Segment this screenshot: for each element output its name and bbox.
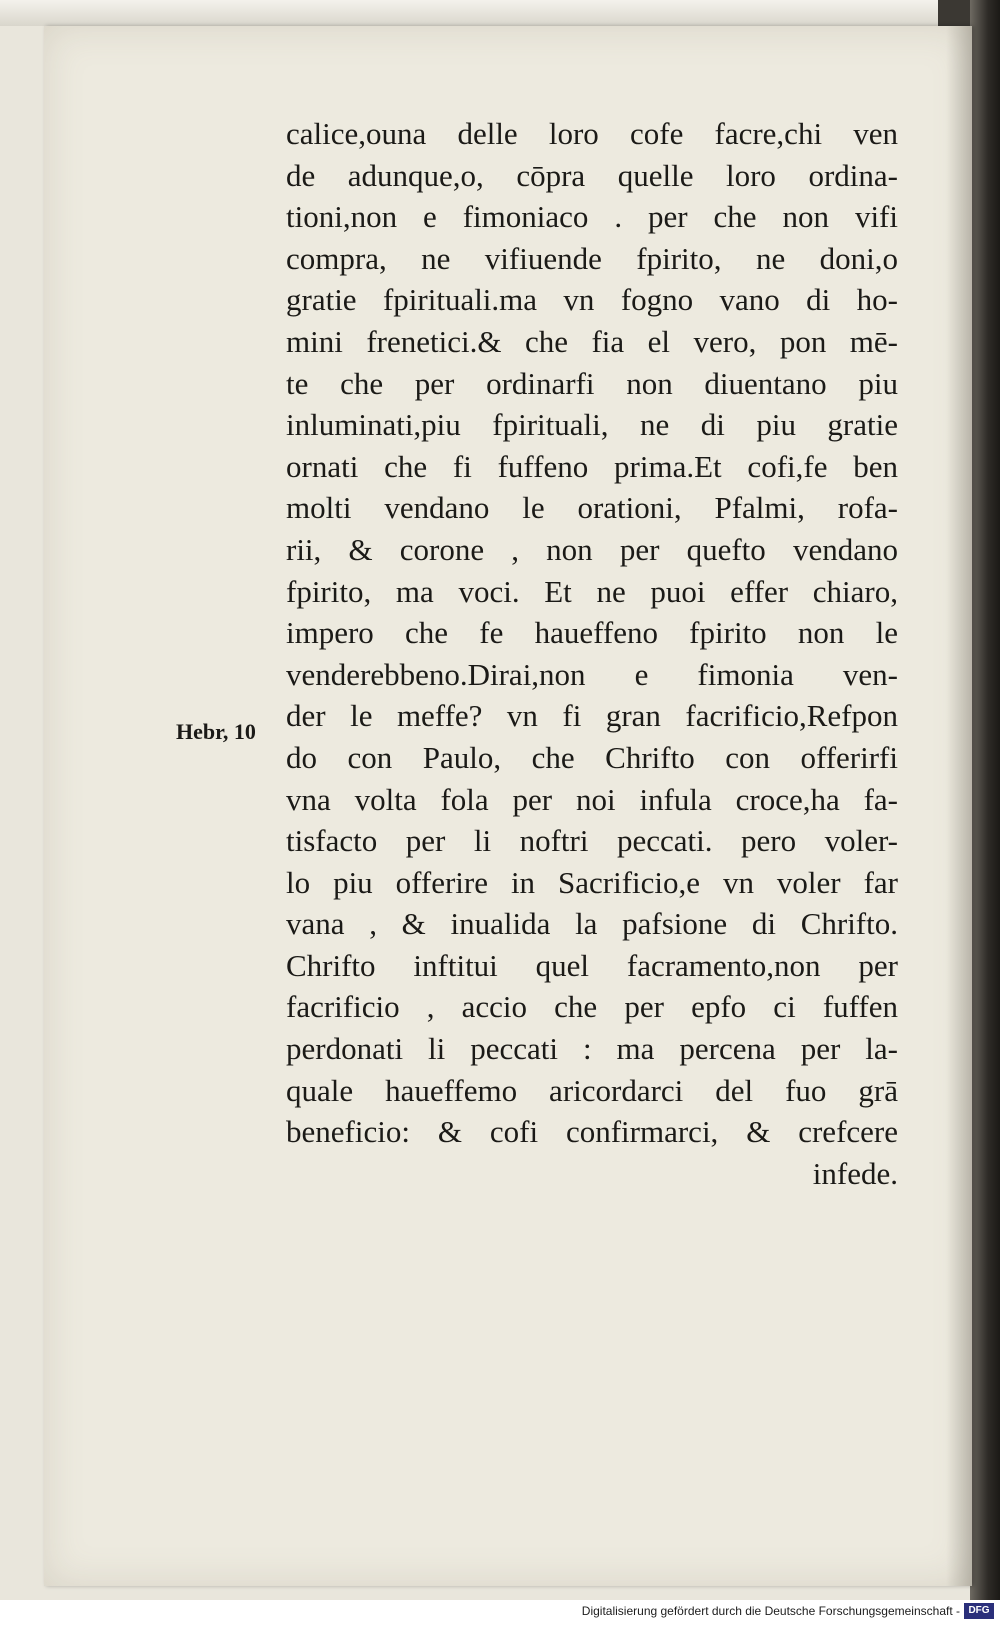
text-line: vana , & inualida la pafsione di Chrifto. xyxy=(286,906,898,942)
text-line: mini frenetici.& che fia el vero, pon mē- xyxy=(286,323,898,359)
scan-top-edge xyxy=(0,0,1000,26)
marginal-note: Hebr, 10 xyxy=(176,719,256,744)
text-line: compra, ne vifiuende fpirito, ne doni,o xyxy=(286,240,898,276)
text-line: quale haueffemo aricordarci del fuo grā xyxy=(286,1072,898,1108)
text-line: te che per ordinarfi non diuentano piu xyxy=(286,365,898,401)
text-line-last: infede. xyxy=(812,1155,898,1191)
text-line: impero che fe haueffeno fpirito non le xyxy=(286,615,898,651)
book-binding-edge xyxy=(970,0,1000,1600)
text-line: calice,ouna delle loro cofe facre,chi ven xyxy=(286,116,898,151)
text-line: venderebbeno.Dirai,non e fimonia ven- xyxy=(286,656,898,692)
text-line: molti vendano le orationi, Pfalmi, rofa- xyxy=(286,490,898,526)
text-line: ornati che fi fuffeno prima.Et cofi,fe ben xyxy=(286,448,898,484)
text-line: der le meffe? vn fi gran facrificio,Refpon xyxy=(286,698,898,734)
text-line: beneficio: & cofi confirmarci, & crefcere xyxy=(286,1114,898,1150)
dfg-logo: DFG xyxy=(964,1603,994,1619)
funding-credit: Digitalisierung gefördert durch die Deutsche Forschungsgemeinschaft - xyxy=(581,1604,960,1618)
text-line: vna volta fola per noi infula croce,ha fa- xyxy=(286,781,898,817)
text-line: inluminati,piu fpirituali, ne di piu gratie xyxy=(286,407,898,443)
text-line: Chrifto inftitui quel facramento,non per xyxy=(286,947,898,983)
body-text xyxy=(286,113,906,1194)
text-line: perdonati li peccati : ma percena per la- xyxy=(286,1031,898,1067)
text-line: gratie fpirituali.ma vn fogno vano di ho- xyxy=(286,282,898,318)
page-gutter-shadow xyxy=(946,26,972,1586)
text-line: tisfacto per li noftri peccati. pero voler- xyxy=(286,823,898,859)
text-line: rii, & corone , non per quefto vendano xyxy=(286,531,898,567)
text-line: do con Paulo, che Chrifto con offerirfi xyxy=(286,739,898,775)
text-line: fpirito, ma voci. Et ne puoi effer chiaro, xyxy=(286,573,898,609)
text-line: tioni,non e fimoniaco . per che non vifi xyxy=(286,199,898,235)
text-line: de adunque,o, cōpra quelle loro ordina- xyxy=(286,157,898,193)
text-line: lo piu offerire in Sacrificio,e vn voler far xyxy=(286,864,898,900)
text-line: facrificio , accio che per epfo ci fuffen xyxy=(286,989,898,1025)
